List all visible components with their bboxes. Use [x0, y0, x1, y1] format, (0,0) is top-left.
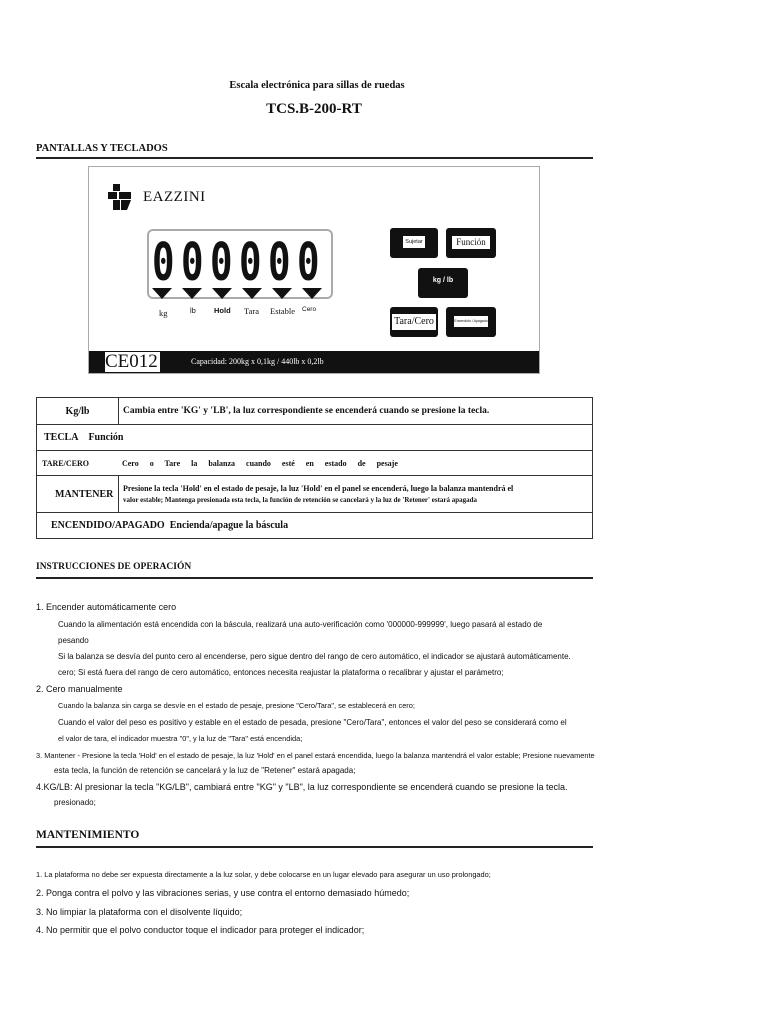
hold-key: [390, 228, 438, 258]
document-model: TCS.B-200-RT: [266, 101, 362, 117]
indicator-arrow-icon: [302, 288, 322, 299]
indicator-label-stable: Estable: [270, 306, 296, 316]
table-row: [37, 425, 593, 451]
indicator-arrow-icon: [242, 288, 262, 299]
hold-key-label: Sujetar: [403, 236, 425, 248]
maintenance-item: 3. No limpiar la plataforma con el disolvente líquido;: [36, 907, 243, 917]
tare-zero-key: [390, 307, 438, 337]
lcd-digit: 0: [210, 233, 233, 293]
instruction-line: 3. Mantener - Presione la tecla 'Hold' en el estado de pesaje, la luz 'Hold' en el panel estará encendida, luego la balanza mantendrá el valor estable; Presione nuevamente: [36, 751, 595, 760]
table-cell-desc: Encienda/apague la báscula: [169, 520, 289, 531]
power-key: [446, 307, 496, 337]
unit-key-label: kg / lb: [432, 277, 454, 284]
table-desc-line: valor estable; Mantenga presionada esta tecla, la función de retención se cancelará y la luz de 'Retener' estará apagada: [123, 495, 478, 504]
indicator-label-hold: Hold: [214, 306, 231, 315]
maintenance-item: 2. Ponga contra el polvo y las vibraciones serias, y use contra el entorno demasiado húmedo;: [36, 888, 410, 898]
ce-mark: CE012: [105, 351, 158, 372]
table-cell-desc: Función: [88, 432, 124, 443]
capacity-label: Capacidad: 200kg x 0,1kg / 440lb x 0,2lb: [191, 357, 324, 366]
keys-table: [36, 397, 593, 539]
table-cell-key: TARE/CERO: [42, 458, 89, 468]
table-row: [37, 476, 593, 513]
instruction-line: pesando: [58, 636, 89, 645]
instruction-line: Cuando la alimentación está encendida con la báscula, realizará una auto-verificación como '000000-999999', luego pasará al estado de: [58, 620, 543, 629]
section-rule: [36, 577, 593, 579]
tare-zero-key-label: Tara/Cero: [392, 314, 436, 330]
instruction-title: 1. Encender automáticamente cero: [36, 602, 177, 612]
table-row: [37, 398, 593, 425]
indicator-arrow-icon: [152, 288, 172, 299]
table-cell-function: [37, 425, 593, 451]
table-row: [37, 451, 593, 476]
section-heading-maintenance: MANTENIMIENTO: [36, 829, 140, 841]
table-cell-desc: Cero o Tare la balanza cuando esté en estado de pesaje: [121, 458, 398, 468]
instruction-line: presionado;: [54, 798, 96, 807]
table-cell-key: ENCENDIDO/APAGADO: [51, 520, 165, 531]
table-row: [37, 513, 593, 539]
instruction-line: cero; Si está fuera del rango de cero automático, entonces necesita reajustar la plataforma o recalibrar y ajustar el parámetro;: [58, 668, 504, 677]
function-key: [446, 228, 496, 258]
indicator-label-zero: Cero: [302, 306, 317, 313]
function-key-label: Función: [452, 236, 490, 249]
table-cell-power: [37, 513, 593, 539]
instruction-line: 4.KG/LB: Al presionar la tecla "KG/LB", cambiará entre "KG" y "LB", la luz correspondiente se encenderá cuando se presione la tecla.: [36, 782, 568, 792]
indicator-arrow-icon: [182, 288, 202, 299]
table-cell-tare: [37, 451, 593, 476]
maintenance-item: 4. No permitir que el polvo conductor toque el indicador para proteger el indicador;: [36, 925, 365, 935]
instruction-line: esta tecla, la función de retención se cancelará y la luz de "Retener" estará apagada;: [54, 766, 356, 775]
maintenance-item: 1. La plataforma no debe ser expuesta directamente a la luz solar, y debe colocarse en un lugar elevado para asegurar un uso prolongado;: [36, 870, 491, 879]
lcd-digit: 0: [152, 233, 175, 293]
indicator-label-tare: Tara: [244, 306, 259, 316]
document-subtitle: Escala electrónica para sillas de ruedas: [229, 80, 405, 91]
table-cell-desc: [119, 476, 593, 513]
indicator-label-kg: kg: [159, 308, 168, 318]
brand-logo-icon: [107, 182, 137, 212]
section-rule: [36, 157, 593, 159]
power-key-label: Encendido / Apagado: [454, 316, 488, 327]
instruction-title: 2. Cero manualmente: [36, 684, 123, 694]
instruction-line: Cuando el valor del peso es positivo y estable en el estado de pesada, presione "Cero/Tara", entonces el valor del peso se considerará como el: [58, 718, 567, 727]
unit-key: [418, 268, 468, 298]
lcd-digit: 0: [181, 233, 204, 293]
brand-name: EAZZINI: [143, 189, 206, 205]
table-cell-desc: Cambia entre 'KG' y 'LB', la luz correspondiente se encenderá cuando se presione la tecla.: [119, 398, 593, 425]
table-cell-key: TECLA: [44, 432, 79, 443]
section-heading-operation: INSTRUCCIONES DE OPERACIÓN: [36, 562, 192, 572]
table-desc-line: Presione la tecla 'Hold' en el estado de pesaje, la luz 'Hold' en el panel se encenderá, luego la balanza mantendrá el: [123, 483, 514, 493]
instruction-line: Cuando la balanza sin carga se desvíe en el estado de pesaje, presione "Cero/Tara", se establecerá en cero;: [58, 701, 415, 710]
scale-panel-image: [88, 166, 540, 374]
section-heading-displays: PANTALLAS Y TECLADOS: [36, 143, 168, 154]
lcd-digit: 0: [297, 233, 320, 293]
instruction-line: el valor de tara, el indicador muestra "0", y la luz de "Tara" está encendida;: [58, 734, 303, 743]
section-rule: [36, 846, 593, 848]
indicator-arrow-icon: [212, 288, 232, 299]
table-cell-key: MANTENER: [37, 476, 119, 513]
indicator-label-lb: lb: [190, 306, 196, 315]
lcd-digit: 0: [268, 233, 291, 293]
instruction-line: Si la balanza se desvía del punto cero al encenderse, pero sigue dentro del rango de cero automático, el indicador se ajustará automáticamente.: [58, 652, 571, 661]
indicator-arrow-icon: [272, 288, 292, 299]
table-cell-key: Kg/lb: [37, 398, 119, 425]
lcd-digit: 0: [239, 233, 262, 293]
